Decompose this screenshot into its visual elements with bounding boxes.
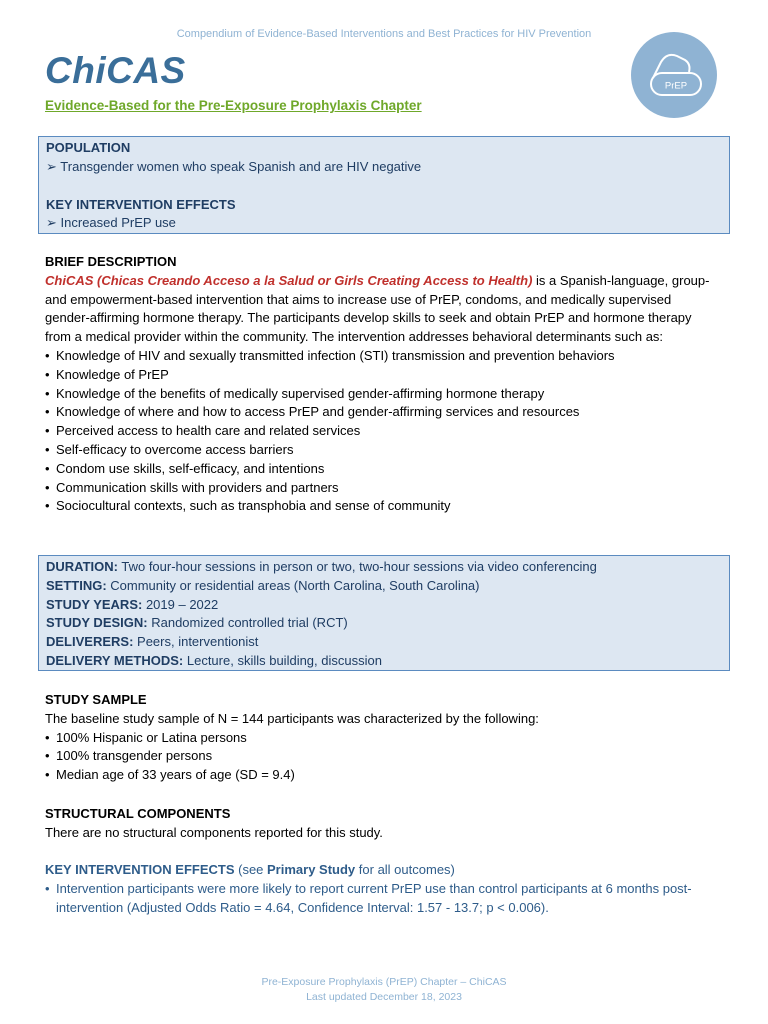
study-design-row: STUDY DESIGN: Randomized controlled trial (RCT) xyxy=(46,615,348,631)
structural-components-text: There are no structural components reported for this study. xyxy=(45,824,383,840)
prep-pill-icon xyxy=(631,32,717,118)
key-effects-line: KEY INTERVENTION EFFECTS (see Primary Study for all outcomes) xyxy=(45,862,455,877)
key-effect-bullet: • Intervention participants were more likely to report current PrEP use than control participants at 6 months post-intervention (Adjusted Odds Ratio = 4.64, Confidence Interval: 1.57 - 13.7; p < 0.006). xyxy=(45,880,717,918)
list-item: • Knowledge of HIV and sexually transmitted infection (STI) transmission and prevention behaviors xyxy=(45,347,717,366)
list-item: • Perceived access to health care and related services xyxy=(45,422,717,441)
delivery-methods-row: DELIVERY METHODS: Lecture, skills building, discussion xyxy=(46,652,382,668)
list-item: • Sociocultural contexts, such as transphobia and sense of community xyxy=(45,497,717,516)
primary-study-link[interactable]: Primary Study xyxy=(267,862,356,877)
structural-components-section xyxy=(45,805,717,843)
study-details-box xyxy=(38,555,730,671)
key-effects-section-heading: KEY INTERVENTION EFFECTS xyxy=(45,862,235,877)
page-title: ChiCAS xyxy=(45,50,186,91)
setting-row: SETTING: Community or residential areas (North Carolina, South Carolina) xyxy=(46,577,480,593)
key-effects-section xyxy=(45,861,717,917)
page-footer xyxy=(0,975,768,1005)
brief-description-section xyxy=(45,253,717,516)
structural-components-heading: STRUCTURAL COMPONENTS xyxy=(45,806,231,821)
key-effects-heading: KEY INTERVENTION EFFECTS xyxy=(46,196,236,212)
list-item: • Median age of 33 years of age (SD = 9.4) xyxy=(45,766,717,785)
key-effects-item: ➢ Increased PrEP use xyxy=(46,215,176,231)
footer-chapter: Pre-Exposure Prophylaxis (PrEP) Chapter – ChiCAS xyxy=(261,976,507,988)
list-item: • 100% transgender persons xyxy=(45,747,717,766)
intervention-name: ChiCAS (Chicas Creando Acceso a la Salud or Girls Creating Access to Health) xyxy=(45,272,533,288)
list-item: • Knowledge of where and how to access PrEP and gender-affirming services and resources xyxy=(45,403,717,422)
study-sample-list xyxy=(45,729,717,785)
footer-updated: Last updated December 18, 2023 xyxy=(306,991,462,1003)
arrow-bullet-icon: ➢ xyxy=(46,158,57,174)
list-item: • Self-efficacy to overcome access barriers xyxy=(45,441,717,460)
badge-label: PrEP xyxy=(664,80,688,92)
list-item: • Knowledge of PrEP xyxy=(45,366,717,385)
chapter-subtitle: Evidence-Based for the Pre-Exposure Prophylaxis Chapter xyxy=(45,98,422,113)
list-item: • Knowledge of the benefits of medically supervised gender-affirming hormone therapy xyxy=(45,385,717,404)
determinants-list xyxy=(45,347,717,516)
deliverers-row: DELIVERERS: Peers, interventionist xyxy=(46,634,259,650)
arrow-bullet-icon: ➢ xyxy=(46,215,57,231)
study-sample-intro: The baseline study sample of N = 144 participants was characterized by the following: xyxy=(45,710,539,726)
study-years-row: STUDY YEARS: 2019 – 2022 xyxy=(46,596,219,612)
compendium-header-note: Compendium of Evidence-Based Interventions and Best Practices for HIV Prevention xyxy=(176,28,592,40)
population-effects-box xyxy=(38,136,730,234)
list-item: • 100% Hispanic or Latina persons xyxy=(45,729,717,748)
duration-row: DURATION: Two four-hour sessions in person or two, two-hour sessions via video conferencing xyxy=(46,559,597,574)
population-item: ➢ Transgender women who speak Spanish and are HIV negative xyxy=(46,158,422,174)
study-sample-section xyxy=(45,691,717,785)
population-heading: POPULATION xyxy=(46,140,131,155)
study-sample-heading: STUDY SAMPLE xyxy=(45,692,147,707)
list-item: • Communication skills with providers and partners xyxy=(45,479,717,498)
brief-description-heading: BRIEF DESCRIPTION xyxy=(45,254,177,269)
brief-description-text: ChiCAS (Chicas Creando Acceso a la Salud or Girls Creating Access to Health) is a Spanish-language, group- and empowerment-based intervention that aims to increase use of PrEP, condoms, and medically supervised gender-affirming hormone therapy. The participants develop skills to seek and obtain PrEP and hormone therapy from a medical provider within the community. The intervention addresses behavioral determinants such as: xyxy=(45,272,710,345)
list-item: • Condom use skills, self-efficacy, and intentions xyxy=(45,460,717,479)
